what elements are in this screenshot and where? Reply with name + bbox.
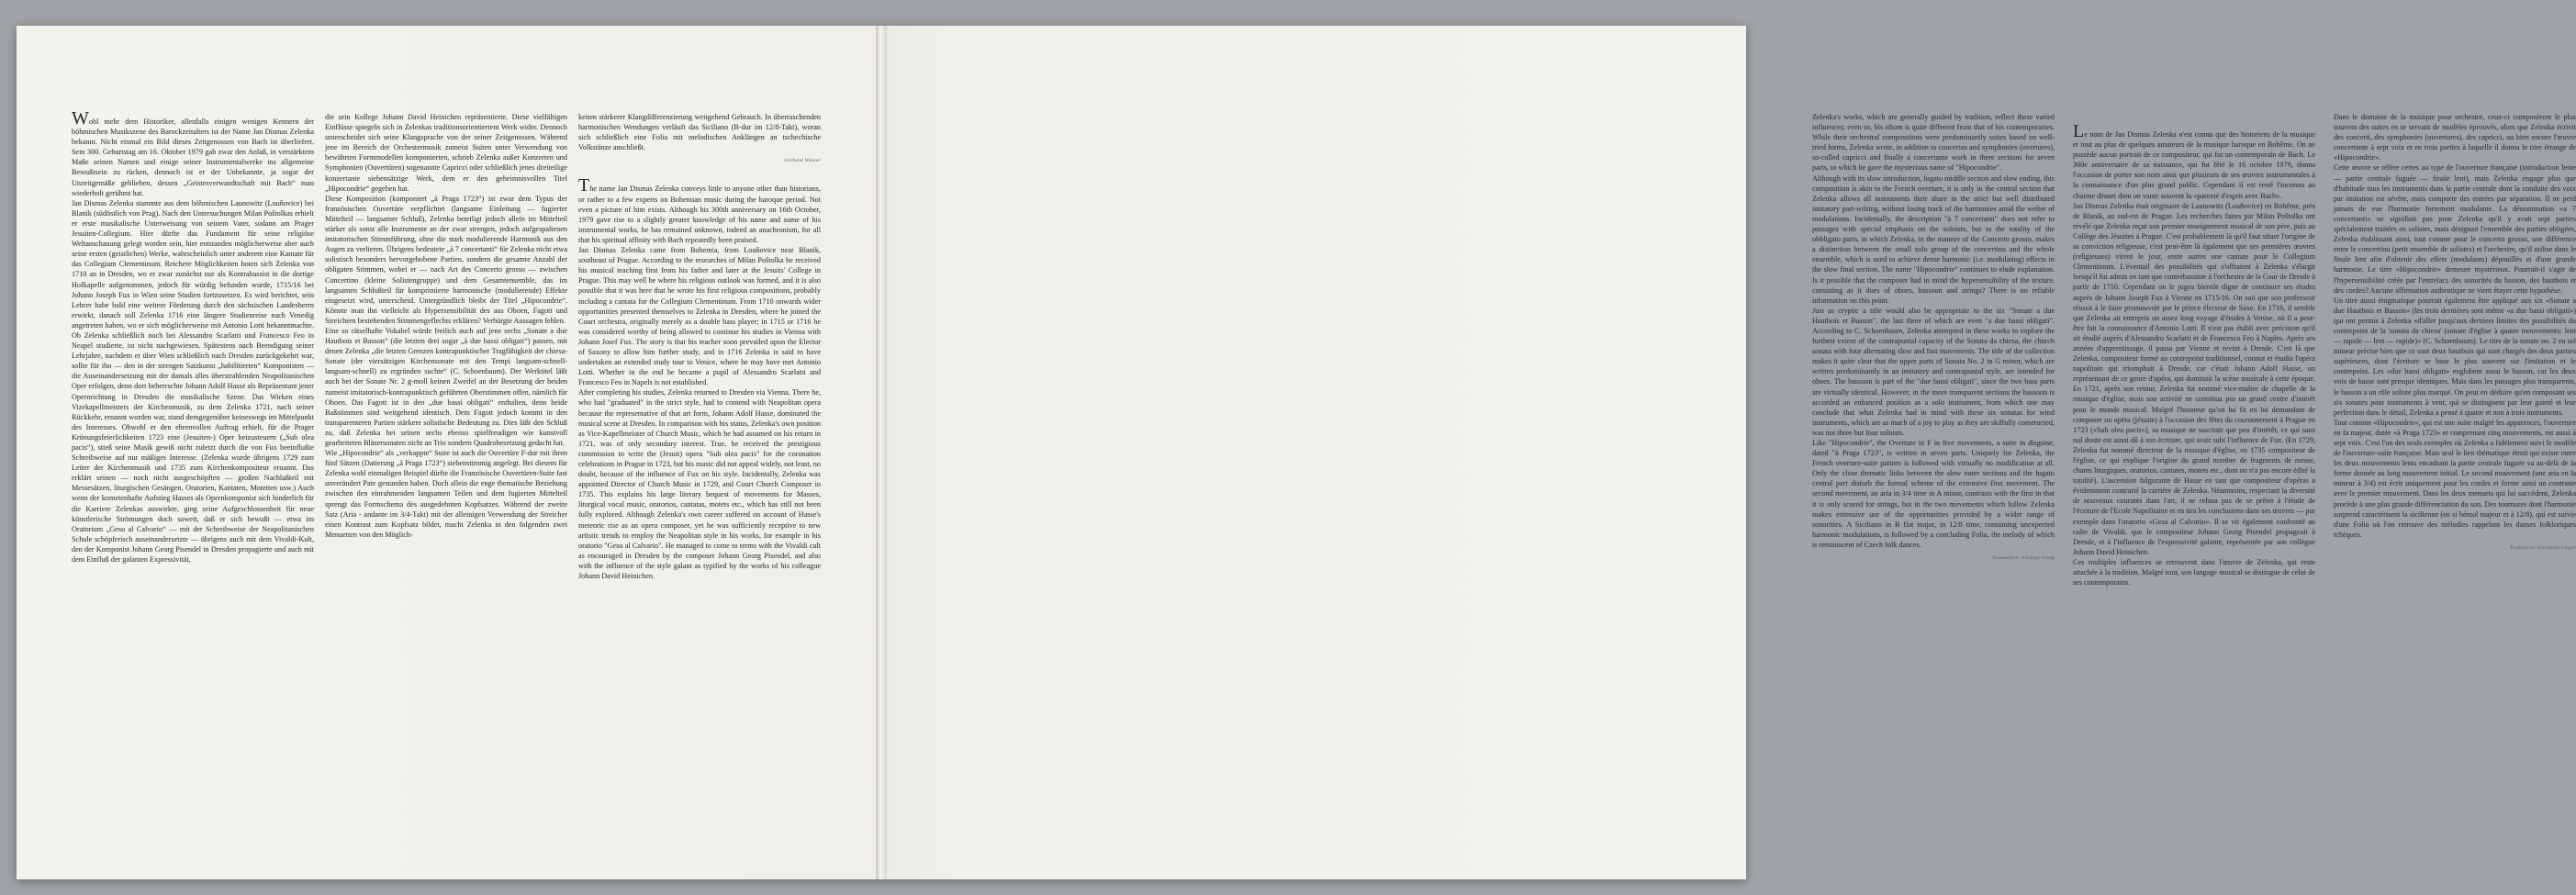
text-column-german-2 [325, 112, 567, 828]
paragraph: Un titre aussi énigmatique pourrait également être appliqué aux six «Sonate a due Hautbois et Basson» (les trois dernières sont même «a due bassi obligati») qui ont permis à Zelenka «d'aller jusqu'aux derniers limites des possibilités du contrepoint de la 'sonata da chiesa' (sonate d'église à quatre mouvements: lent — rapide — lent — rapide)» (C. Schoenbaum). Le titre de la sonate no. 2 en sol mineur précise bien que ce sont deux hautbois qui sont chargés des deux parties supérieures, dont l'écriture se base le plus souvent sur l'imitation et le contrepoint. Les «due bassi obligati» englobent aussi le basson, car les deux voix de basse sont presque identiques. Mais dans les passages plus transparents, le basson a un rôle soliste plus marqué. On peut en déduire qu'en composant ses six sonates pour instruments à vent, qui se distinguent par leur gaieté et leur perfection dans le détail, Zelenka a pensé à quatre et non à trois instruments. [2334, 296, 2576, 417]
english-continuation [1812, 112, 2055, 550]
text-column-english-2 [1812, 112, 2055, 802]
paragraph: Zelenka's works, which are generally guided by tradition, reflect these varied influences; even so, his idiom is quite different from that of his contemporaries. While their orchestral compositions were predominantly suites based on well-tried forms, Zelenka wrote, in addition to concertos and symphonies (overtures), so-called capricci and finally a concertante work in three sections for seven parts, to which he gave the mysterious name of "Hipocondrie". [1812, 113, 2055, 173]
paragraph: Tout comme «Hipocondrie», qui est une suite malgré les apparences, l'ouverture en fa majeur, datée «à Praga 1723» et comprenant cinq mouvements, est aussi à sept voix. C'est l'un des seuls exemples où Zelenka a fidèlement suivi le modèle de l'ouverture-suite française. Mais seul le lien thématique étroit qui existe entre les deux mouvements lents encadrant la partie centrale fuguée va au-delà de la forme donnée au long mouvement initial. Le second mouvement (une aria en la mineur à 3/4) est écrit uniquement pour les cordes et forme ainsi un contraste avec le premier mouvement. Dans les deux menuets qui lui succèdent, Zelenka procède à une plus grande différenciation du son. Des tournures dont l'harmonie surprend caractérisent la sicilienne (en si bémol majeur et à 12/8), qui est suivie d'une Folia où l'on retrouve des mélodies rappelant les danses folkloriques tchèques. [2334, 418, 2576, 539]
paragraph: Jan Dismas Zelenka était originaire de Launowitz (Louňovice) en Bohême, près de Blanik, au sud-est de Prague. Les recherches faites par Milan Poštolka ont révélé que Zelenka reçut son premier enseignement musical de son père, puis au Collège des Jésuites à Prague. C'est probablement là qu'il faut situer l'origine de sa conviction religieuse, c'est peut-être là également que ses premières œuvres (religieuses) virent le jour, entre autres une cantate pour le Collegium Clementinum. L'éventail des possibilités qui s'offraient à Zelenka s'élargit lorsqu'il fut admis en tant que contrebassiste à l'orchestre de la Cour de Dresde à partir de 1710. Cependant on le jugea bientôt digne de continuer ses études auprès de Johann Joseph Fux à Vienne en 1715/16. On sait que son professeur réussit à le faire promouvoir par le prince électeur de Saxe. En 1716, il semble que Zelenka ait entrepris un assez long voyage d'études à Venise, où il a peut-être fait la connaissance d'Antonio Lotti. Il n'est pas établi avec précision qu'il ait étudié auprès d'Alessandro Scarlatti et de Francesco Feo à Naples. Après ses années d'apprentissage, il passa par Vienne et revint à Dresde. C'est là que Zelenka, compositeur formé au contrepoint traditionnel, connut et étudia l'opéra napolitain qui triomphait à Dresde, car c'était Johann Adolf Hasse, un représentant de ce genre d'opéra, qui dominait la scène musicale à cette époque. En 1721, après son retour, Zelenka fut nommé vice-maître de chapelle de la musique d'église, mais son activité ne constitua pas un grand centre d'intérêt pour le monde musical. Malgré l'honneur qu'on lui fit en lui demandant de composer un opéra (jésuite) à l'occasion des fêtes du couronnement à Prague en 1723 («Sub olea pacis»), sa musique ne suscitait que peu d'intérêt, ce qui sans nul doute est aussi dû à son écriture, qui avait subi l'influence de Fux. (En 1729, Zelenka fut nommé directeur de la musique d'église, en 1735 compositeur de l'église, ce qui explique l'origine du grand nombre de fragments de messe, chants liturgiques, oratorios, cantates, motets etc., dont on n'a pas encore édité la totalité). L'ascension fulgurante de Hasse en tant que compositeur d'opéras a évidemment contrarié la carrière de Zelenka. Néanmoins, respectant la diversité de nouveaux courants dans l'art, il ne refusa pas de se prêter à l'étude de l'écriture de l'Ecole Napolitaine et en tira les conclusions dans ses œuvres — par exemple dans l'oratorio «Gesu al Calvario». Il se vit également confronté au culte de Vivaldi, que le compositeur Johann Georg Pisendel propageait à Dresde, et à l'influence de l'expressivité galante, représentée par son collègue Johann David Heinichen. [2073, 201, 2315, 556]
paragraph: keiten stärkerer Klangdifferenzierung weitgehend Gebrauch. In überraschenden harmonischen Wendungen verläuft das Siciliano (B-dur im 12/8-Takt), woran sich schließlich eine Folia mit melodischen Anklängen an tschechische Volkstänze anschließt. [578, 113, 821, 152]
spine-fold [876, 26, 887, 879]
paragraph: Jan Dismas Zelenka came from Bohemia, from Louňovice near Blanik, southeast of Prague. According to the researches of Milan Poštolka he received his musical teaching first from his father and later at the Jesuits' College in Prague. This may well be where his religious outlook was formed, and it is also possible that it was here that he wrote his first religious compositions, probably including a cantata for the Collegium Clementinum. From 1710 onwards wider opportunities presented themselves to Zelenka in Dresden, where he joined the Court orchestra, originally merely as a double bass player; in 1715 or 1716 he was considered worthy of being allowed to continue his studies in Vienna with Johann Josef Fux. The story is that his teacher soon prevailed upon the Elector of Saxony to allow him further study, and in 1716 Zelenka is said to have undertaken an extended study tour to Venice, where he may have met Antonio Lotti. Whether in the end he became a pupil of Alessandro Scarlatti and Francesco Feo in Napels is not established. [578, 246, 821, 387]
paragraph: Wohl mehr dem Historiker, allenfalls einigen wenigen Kennern der böhmischen Musikszene des Barockzeitalters ist der Name Jan Dismas Zelenka bekannt. Nicht einmal ein Bild dieses Zeitgenossen von Bach ist überliefert. Sein 300. Geburtstag am 16. Oktober 1979 gab zwar den Anlaß, in verstärktem Maße seinen Namen und einige seiner Instrumentalwerke ins allgemeine Bewußtsein zu rücken, dennoch ist er der Unbekannte, ja sogar der Unzeitgemäße geblieben, dessen „Geistesverwandtschaft mit Bach“ man wiederholt gerühmt hat. [72, 108, 314, 197]
translation-credit-english: Translation: Lindsay Craig [1991, 555, 2055, 562]
french-continuation [2334, 112, 2576, 540]
booklet-spread [17, 26, 2576, 879]
paragraph: Ces multiples influences se retrouvent dans l'œuvre de Zelenka, qui reste attachée à la tradition. Malgré tout, son langage musical se distingue de celui de ses contemporains. [2073, 557, 2315, 587]
right-page [887, 26, 2576, 879]
author-credit: Gerhard Wiener [784, 158, 821, 164]
paragraph: Dans le domaine de la musique pour orchestre, ceux-ci composèrent le plus souvent des suites en se servant de modèles éprouvés, alors que Zelenka écrivit des concerti, des symphonies (ouvertures), des capricci, ou bien encore l'œuvre concertante à sept voix et en trois parties à laquelle il donna le titre étrange de «Hipocondrie». [2334, 113, 2576, 162]
paragraph: Like "Hipocondrie", the Overture in F in five movements, a suite in disguise, dated "à Praga 1723", is written in seven parts. Uniquely for Zelenka, the French overture-suite pattern is followed with virtually no modification at all. Only the close thematic links between the slow outer sections and the fugato central part disturb the formal scheme of the extensive first movement. The second movement, an aria in 3/4 time in A minor, contrasts with the first in that it is only scored for strings, but in the two movements which follow Zelenka makes extensive use of the opportunities provided by a wider range of sonorities. A Siciliano in B flat major, in 12/8 time, containing unexpected harmonic modulations, is followed by a concluding Folia, the melody of which is reminiscent of Czech folk dances. [1812, 439, 2055, 549]
left-page [17, 26, 876, 879]
german-conclusion [578, 112, 821, 152]
paragraph: Jan Dismas Zelenka stammte aus dem böhmischen Launowitz (Louňovice) bei Blanik (südöstlich von Prag). Nach den Untersuchungen Milan Poštolkas erhielt er erste musikalische Unterweisung von seinem Vater, sodann am Prager Jesuiten-Collegium. Hier dürfte das Fundament für seine religiöse Weltanschauung gelegt worden sein, hier entstanden möglicherweise aber auch seine ersten (geistlichen) Werke, wahrscheinlich unter anderem eine Kantate für das Collegium Clementinum. Reichere Möglichkeiten boten sich Zelenka von 1710 an in Dresden, wo er zwar zunächst nur als Kontrabassist in die dortige Hofkapelle aufgenommen, jedoch für würdig befunden wurde, 1715/16 bei Johann Joseph Fux in Wien seine Studien fortzusetzen. Es wird berichtet, sein Lehrer habe bald eine weitere Förderung durch den sächsischen Landesherrn erwirkt, danach soll Zelenka 1716 eine längere Studienreise nach Venedig angetreten haben, wo er sich möglicherweise mit Antonio Lotti bekanntmachte. Ob Zelenka schließlich noch bei Alessandro Scarlatti und Francesco Feo in Neapel studierte, ist nicht nachgewiesen. Spätestens nach Beendigung seiner Lehrjahre, nachdem er über Wien schließlich nach Dresden zurückgekehrt war, sollte für ihn — den in der strengen Satzkunst „habilitierten“ Komponisten — die Auseinandersetzung mit der damals alles überstrahlenden Neapolitanischen Oper erfolgen, denn dort beherrschte Johann Adolf Hasse als Repräsentant jener Opernrichtung in Dresden die musikalische Szene. Das Wirken eines Vizekapellmeisters der Kirchenmusik, zu dem Zelenka 1721, nach seiner Rückkehr, ernannt worden war, stand demgegenüber keineswegs im Mittelpunkt des Interesses. Obwohl er den ehrenvollen Auftrag erhielt, für die Prager Krönungsfeierlichkeiten 1723 eine (Jesuiten-) Oper beizusteuern („Sub olea pacis“), stieß seine Musik gewiß nicht zuletzt durch die von Fux beeinflußte Schreibweise auf nur mäßiges Interesse. (Zelenka wurde übrigens 1729 zum Leiter der Kirchenmusik und 1735 zum Kirchenkompositeur ernannt. Das erklärt seinen — noch nicht ausgeschöpften — großen Nachlaßteil mit Messesätzen, liturgischen Gesängen, Oratorien, Kantaten, Motetten usw.) Auch wenn der kometenhafte Aufstieg Hasses als Opernkomponist sich hinderlich für die Karriere Zelenkas auswirkte, ging seine Aufgeschlossenheit für neue künstlerische Strömungen doch soweit, daß er sich bewußt — etwa im Oratorium „Gesu al Calvario“ — mit der Schreibweise der Neapolitanischen Schule schöpferisch auseinandersetzte — übrigens auch mit dem Vivaldi-Kult, den der Komponist Johann Georg Pisendel in Dresden propagierte und auch mit dem Einfluß der galanten Expressivität, [72, 198, 314, 565]
translation-credit-french: Traduction: Elisabeth Lieger [2509, 544, 2576, 551]
paragraph: Just as cryptic a title would also be appropriate to the six "Sonate a due Hautbois et Basson", the last three of which are even "a due bassi obligati". According to C. Schoenbaum, Zelenka attempted in these works to explore the furthest extent of the contrapuntal capacity of the Sonata da chiesa, the church sonata with four alternating slow and fast movements. The title of the collection makes it quite clear that the upper parts of Sonata No. 2 in G minor, which are written predominantly in an imitatory and contrapuntal style, are intended for oboes. The bassoon is part of the "due bassi obligati", since the two bass parts are virtually identical. However, in the more transparent sections the bassoon is accorded an enhanced position as a solo instrument, from which one may conclude that what Zelenka had in mind with these six sonatas for wind instruments, which are as much of a joy to play as they are skilfully constructed, was not three but four soloists. [1812, 306, 2055, 437]
text-column-french-2 [2334, 112, 2576, 802]
drop-cap: W [72, 108, 89, 129]
paragraph: Le nom de Jan Dismas Zelenka n'est connu que des historiens de la musique et tout au plus de quelques amateurs de la musique baroque en Bohême. On ne possède aucun portrait de ce compositeur, qui fut un contemporain de Bach. Le 300e anniversaire de sa naissance, qui fut fêté le 16 octobre 1979, donna l'occasion de porter son nom ainsi que plusieurs de ses œuvres instrumentales à la connaissance d'un plus grand public. Cependant il est resté l'inconnu au charme désuet dont on vante souvent la «parenté d'esprit avec Bach». [2073, 121, 2315, 200]
paragraph: The name Jan Dismas Zelenka conveys little to anyone other than historians, or rather to a few experts on Bohemian music during the baroque period. Not even a picture of him exists. Although his 300th anniversary on 16th October, 1979 gave rise to a slightly greater knowledge of his name and some of his instrumental works, he has remained unknown, indeed an anachronism, for all that his spiritual affinity with Bach repeatedly been praised. [578, 175, 821, 244]
english-intro [578, 175, 821, 581]
text-column-german-english [578, 112, 821, 755]
drop-cap: T [578, 175, 590, 196]
paragraph: Cette œuvre se réfère certes au type de l'ouverture française (introduction lente — partie centrale fuguée — finale lent), mais Zelenka engage plus que d'habitude tous les instruments dans la partie centrale dont la conduite des voix par imitation est sévère, mais comporte des entrées par séparation. Il ne perd jamais de vue l'harmonie fortement modulante. La dénomination «a 7 concertanti» ne signifiait pas pour Zelenka qu'il y avait sept parties spécialement traitées en solistes, mais désignait l'ensemble des parties obligées, Zelenka établissant ainsi, tout comme pour le concerto grosso, une différence entre le concertino (petit ensemble de solistes) et l'orchestre, qu'il utilise dans le finale lent afin d'obtenir des effets (modulants) dépouillés et d'une grande harmonie. Le titre «Hipocondrie» demeure mystérieux. Pourrait-il s'agir de l'hypersensibilité créée par l'entrelacs des sonorités du basson, des hautbois et des cordes? Aucune affirmation authentique ne vient étayer cette hypothèse. [2334, 163, 2576, 295]
text-column-french-1 [2073, 112, 2315, 802]
paragraph: die sein Kollege Johann David Heinichen repräsentierte. Diese vielfältigen Einflüsse spiegeln sich in Zelenkas traditionsorientiertem Werk wider. Dennoch unterscheidet sich seine Klangsprache von der seiner Zeitgenossen. Während jene im Bereich der Orchestermusik zumeist Suiten unter Verwendung von bewährten Formmodellen komponierten, schrieb Zelenka außer Konzerten und Symphonien (Ouvertüren) sogenannte Capricci oder schließlich jenes dreiteilige konzertante siebensätzige Werk, dem er den geheimnisvollen Titel „Hipocondrie“ gegeben hat. [325, 113, 567, 193]
paragraph: After completing his studies, Zelenka returned to Dresden via Vienna. There he, who had "graduated" in the strict style, had to contend with Neapolitan opera because the representative of that art form, Johann Adolf Hasse, dominated the musical scene at Dresden. In comparison with his status, Zelenka's own position as Vice-Kapellmeister of Church Music, which he had assumed on his return in 1721, was of only secondary interest. True, he received the prestigious commission to write the (Jesuit) opera "Sub olea pacis" for the coronation celebrations in Prague in 1723, but his music did not appeal widely, not least, no doubt, because of the influence of Fux on his style. Incidentally, Zelenka was appointed Director of Church Music in 1729, and Court Church Composer in 1735. This explains his large literary bequest of movements for Masses, liturgical vocal music, oratorios, cantatas, motets etc., which has still not been fully explored. Although Zelenka's own career suffered on account of Hasse's meteoric rise as an opera composer, yet he was sufficiently receptive to new artistic trends to employ the Neapolitan style in his works, for example in his oratorio "Gesu al Calvario". He managed to come to terms with the Vivaldi cult as encouraged in Dresden by the composer Johann Georg Pisendel, and also with the influence of the style galant as typified by the works of his colleague Johann David Heinichen. [578, 388, 821, 581]
paragraph: Wie „Hipocondrie“ als „verkappte“ Suite ist auch die Ouvertüre F-dur mit ihren fünf Sätzen (Datierung „à Praga 1723“) siebenstimmig angelegt. Bei diesem für Zelenka wohl einmaligen Beispiel dürfte die Französische Ouvertüren-Suite fast unverändert Pate gestanden haben. Doch allein die enge thematische Beziehung zwischen den einrahmenden langsamen Teilen und dem fugierten Mittelteil sprengt das Formschema des ausgedehnten Kopfsatzes. Während der zweite Satz (Aria - andante im 3/4-Takt) mit der alleinigen Verwendung der Streicher einen Kontrast zum Kopfsatz bildet, macht Zelenka in den folgenden zwei Menuetten von den Möglich- [325, 449, 567, 539]
paragraph: Diese Komposition (komponiert „à Praga 1723“) ist zwar dem Typus der französischen Ouvertüre verpflichtet (langsame Einleitung — fugierter Mittelteil — langsamer Schluß), Zelenka beteiligt jedoch allein im Mittelteil stärker als sonst alle Instrumente an der zwar strengen, jedoch aufgespaltenen imitatorischen Stimmführung, ohne die stark modulierende Harmonik aus den Augen zu verlieren. Übrigens bedeutete „à 7 concertanti“ für Zelenka nicht etwa solistisch besonders hervorgehobene Partien, sondern die gesamte Anzahl der obligaten Stimmen, wobei er — nach Art des Concerto grosso — zwischen Concertino (kleine Solistengruppe) und dem Gesamtensemble, das im langsamen Schlußteil für komprimierte harmonische (modulierende) Effekte eingesetzt wird, unterscheid. Untergründlich bleibt der Titel „Hipocondrie“. Könnte man ihn vielleicht als Hypersensibilität des aus Oboen, Fagott und Streichern bestehenden Stimmengeflechts erklären? Verbürgte Aussagen fehlen. [325, 194, 567, 325]
text-column-german-1 [72, 108, 314, 828]
drop-cap: L [2073, 121, 2085, 141]
paragraph: Eine so rätselhafte Vokabel würde freilich auch auf jene sechs „Sonate a due Hautbois et Basson“ (die letzten drei sogar „à due bassi obligati“) passen, mit denen Zelenka „die letzten Grenzen kontrapunktischer Tragfähigkeit der chiesa-Sonate (der viersätzigen Kirchensonate mit den Tempi langsam-schnell-langsam-schnell) zu ergründen suchte“ (C. Schoenbaum). Der Werktitel läßt auch bei der Sonate Nr. 2 g-moll keinen Zweifel an der Besetzung der beiden zumeist imitatorisch-kontrapunktisch geführten Oberstimmen offen, nämlich für Oboen. Das Fagott ist in den „due bassi obligati“ enthalten, denn beide Baßstimmen sind weitgehend identisch. Dem Fagott jedoch kommt in den transparenteren Partien stärkere solistische Bedeutung zu. Dies läßt den Schluß zu, daß Zelenka bei seinen sechs ebenso spielfreudigen wie kunstvoll gearbeiteten Bläsersonaten nicht an Trio sondern Quadrobesetzung gedacht hat. [325, 326, 567, 447]
paragraph: Although with its slow introduction, fugato middle section and slow ending, this composition is akin to the French overture, it is only in the central section that Zelenka allows all instruments their share in the strict but well distributed imitatory part-writing, without losing track of the harmonies amid the welter of modulations. Incidentally, the description "à 7 concertanti" does not refer to passages with special emphasis on the soloists, but to the totality of the obbligato parts, in which Zelenka, in the manner of the Concerto grosso, makes a distinction between the small solo group of the concertino and the whole ensemble, which is used to achieve dense harmonic (i.e. modulating) effects in the slow final section. The name "Hipocondrie" continues to elude explanation. Is it possible that the composer had in mind the hypersensibility of the texture, consisting as it does of oboes, bassoon and strings? There is no reliable information on this point. [1812, 173, 2055, 305]
